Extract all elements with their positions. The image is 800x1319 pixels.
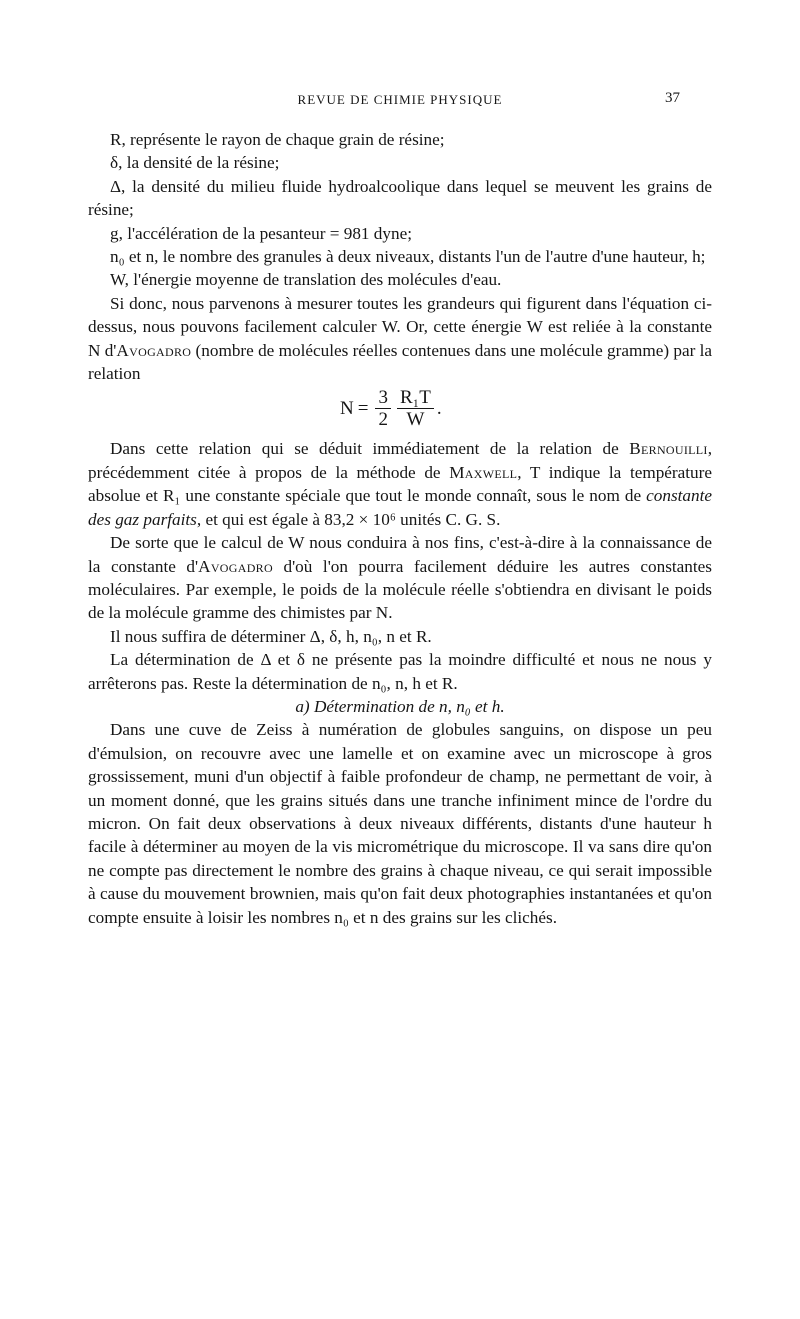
formula xyxy=(88,385,712,437)
formula-fraction-main xyxy=(397,387,434,430)
paragraph: Dans une cuve de Zeiss à numération de globules sanguins, on dispose un peu d'émulsion, on recouvre avec une lamelle et on examine avec un microscope à gros grossissement, muni d'un objectif à faible profondeur de champ, ne permettant de voir, à un moment donné, que les grains situés dans une tranche infiniment mince de l'ordre du micron. On fait deux observations à deux niveaux différents, distants d'une hauteur h facile à déterminer au moyen de la vis micrométrique du microscope. Il va sans dire qu'on ne compte pas directement le nombre des grains à chaque niveau, ce qui serait impossible à cause du mouvement brownien, mais qu'on fait deux photographies instantanées et qu'on compte ensuite à loisir les nombres n₀ et n des grains sur les clichés. xyxy=(88,720,712,927)
paragraph: Il nous suffira de déterminer Δ, δ, h, n₀, n et R. xyxy=(110,626,432,646)
text-run: Dans cette relation qui se déduit immédiatement de la relation de xyxy=(110,439,630,459)
formula-lhs: N xyxy=(340,398,354,420)
running-title: REVUE DE CHIMIE PHYSIQUE xyxy=(297,92,503,107)
paragraph: δ, la densité de la résine; xyxy=(110,153,280,173)
text-run: , T indique la température absolue et R₁ une constante spéciale que tout le monde connaît, sous le nom de xyxy=(88,462,713,506)
paragraph: Δ, la densité du milieu fluide hydroalcoolique dans lequel se meuvent les grains de résine; xyxy=(88,176,712,220)
body-text xyxy=(88,128,712,929)
fraction-denominator: 2 xyxy=(378,409,388,431)
text-run: De sorte que le calcul de W nous conduira à nos fins, c'est-à-dire à la connaissance de la constante d' xyxy=(88,533,712,576)
paragraph xyxy=(88,292,712,386)
text-run: , précédemment citée à propos de la méthode de xyxy=(88,439,712,482)
name-maxwell: Maxwell xyxy=(449,462,518,482)
name-avogadro: Avogadro xyxy=(198,556,273,576)
paragraph xyxy=(88,437,712,531)
text-run: Si donc, nous parvenons à mesurer toutes les grandeurs qui figurent dans l'équation ci-dessus, nous pouvons facilement calculer W. Or, cette énergie W est reliée à la constante N d' xyxy=(88,293,712,360)
formula-period: . xyxy=(436,398,442,420)
paragraph xyxy=(88,531,712,625)
fraction-numerator: 3 xyxy=(375,387,391,409)
name-bernouilli: Bernouilli xyxy=(629,439,708,459)
fraction-numerator: R₁T xyxy=(397,387,434,409)
paragraph: W, l'énergie moyenne de translation des molécules d'eau. xyxy=(110,270,502,290)
text-run: , et qui est égale à 83,2 × 10⁶ unités C. G. S. xyxy=(196,509,501,529)
text-run: d'où l'on pourra facilement déduire les autres constantes moléculaires. Par exemple, le poids de la molécule réelle s'obtiendra en divisant le poids de la molécule gramme des chimistes par N. xyxy=(88,556,712,623)
section-title: a) Détermination de n, n₀ et h. xyxy=(295,696,505,716)
name-avogadro: Avogadro xyxy=(116,340,192,360)
italic-term: constante des gaz parfaits xyxy=(88,486,712,529)
paragraph: La détermination de Δ et δ ne présente pas la moindre difficulté et nous ne nous y arrêterons pas. Reste la détermination de n₀, n, h et R. xyxy=(88,650,712,693)
paragraph: g, l'accélération de la pesanteur = 981 dyne; xyxy=(110,223,412,243)
paragraph: n₀ et n, le nombre des granules à deux niveaux, distants l'un de l'autre d'une hauteur, h; xyxy=(110,247,706,267)
text-run: (nombre de molécules réelles contenues dans une molécule gramme) par la relation xyxy=(88,340,713,384)
formula-fraction-coefficient xyxy=(375,387,391,430)
page-header xyxy=(0,90,800,114)
paragraph: R, représente le rayon de chaque grain de résine; xyxy=(110,130,445,149)
page-number: 37 xyxy=(665,90,680,106)
fraction-denominator: W xyxy=(406,409,425,431)
formula-equals: = xyxy=(357,398,369,420)
